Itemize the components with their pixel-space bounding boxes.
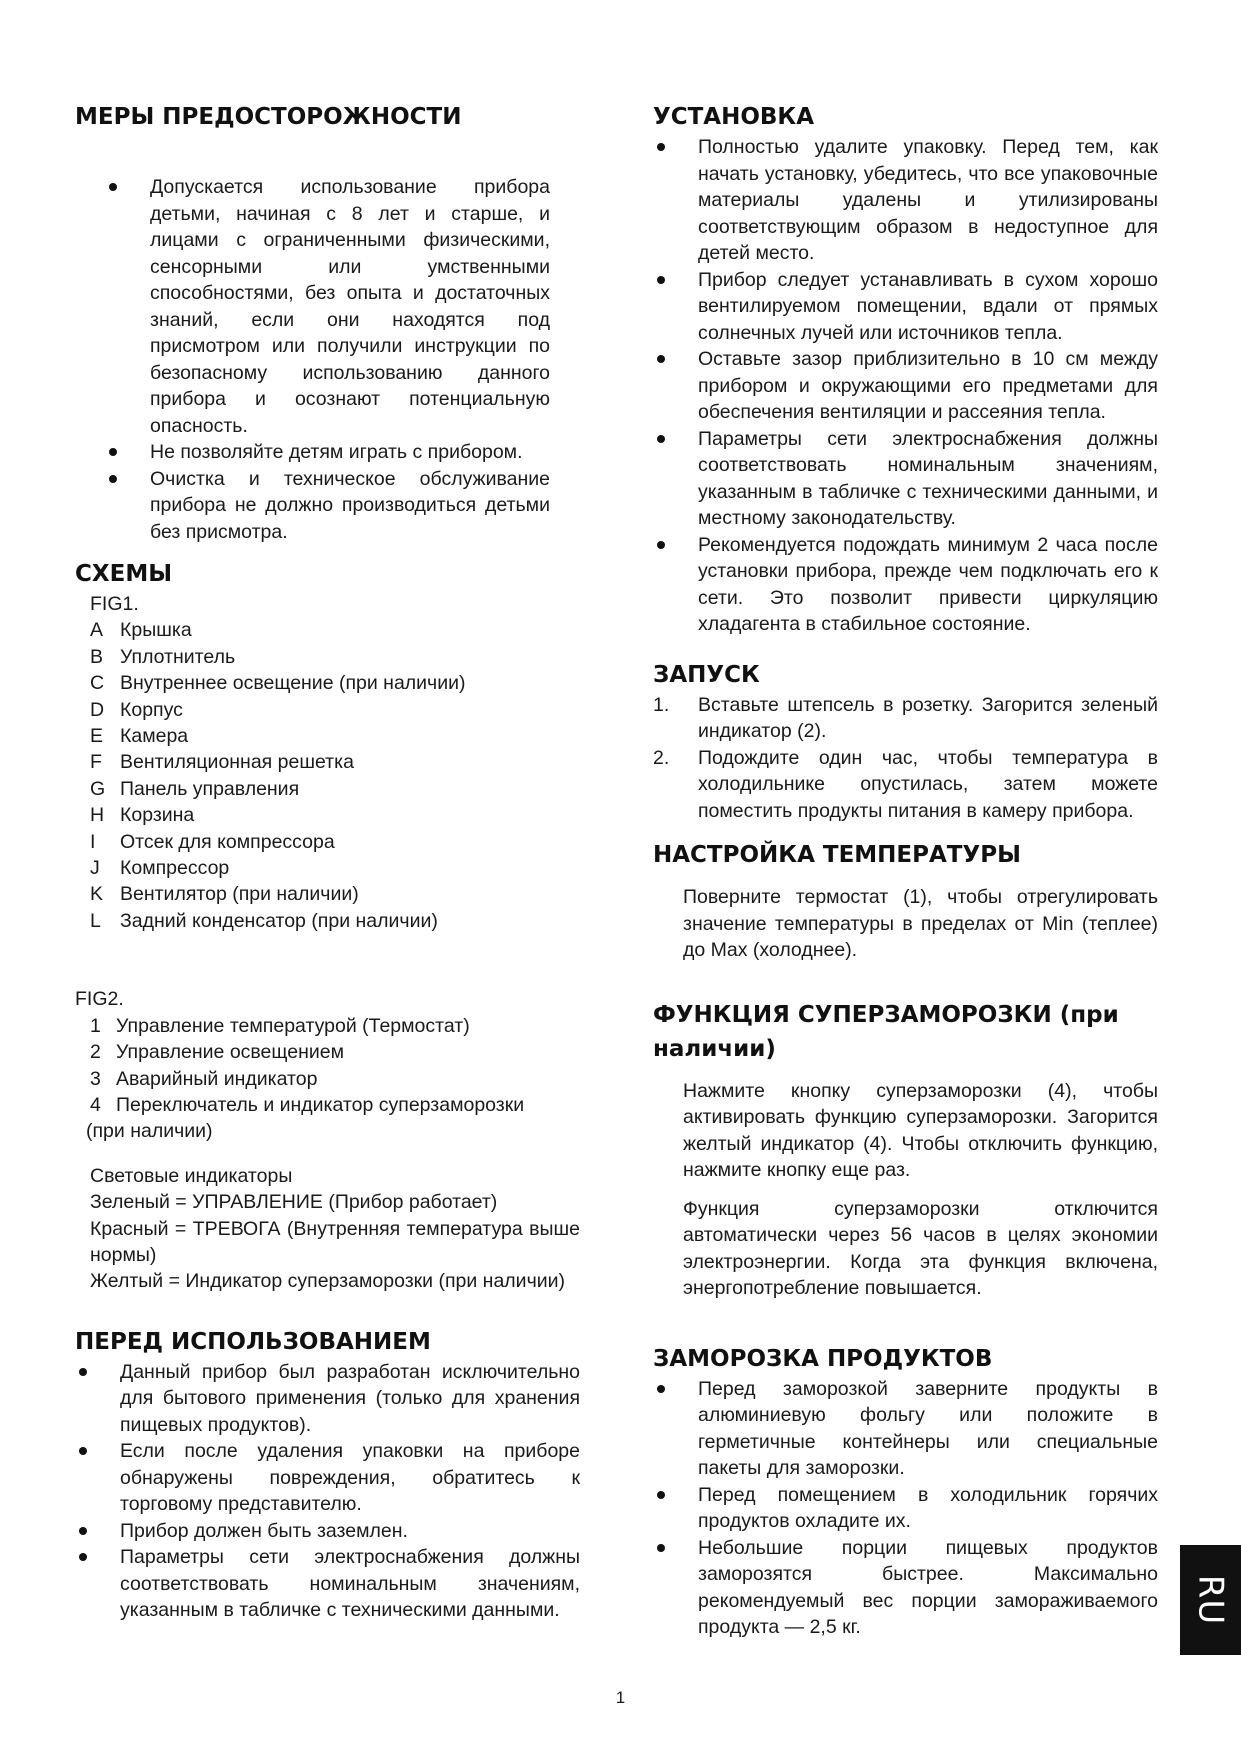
bullet-icon [79,1553,87,1561]
legend-row: J Компрессор [90,857,230,880]
list-item: Перед помещением в холодильник горячих продуктов охладите их. [653,1482,1158,1535]
page-number: 1 [615,1688,626,1707]
list-item: Данный прибор был разработан исключительно для бытового применения (только для хранения пищевых продуктов). [75,1359,580,1439]
list-item: Параметры сети электроснабжения должны соответствовать номинальным значениям, указанным в табличке с техническими данными, и местному законодательству. [653,426,1158,532]
legend-row: L Задний конденсатор (при наличии) [90,909,438,932]
list-item: Не позволяйте детям играть с прибором. [75,439,550,466]
bullet-icon [79,1447,87,1455]
precautions-heading: МЕРЫ ПРЕДОСТОРОЖНОСТИ [75,104,462,130]
bullet-icon [109,448,117,456]
bullet-icon [109,475,117,483]
precautions-list [75,174,585,545]
fig1-legend [75,591,585,934]
list-item: Перед заморозкой заверните продукты в алюминиевую фольгу или положите в герметичные контейнеры или специальные пакеты для заморозки. [653,1376,1158,1482]
before-use-heading: ПЕРЕД ИСПОЛЬЗОВАНИЕМ [75,1328,431,1355]
installation-list [653,134,1158,638]
list-item: Рекомендуется подождать минимум 2 часа после установки прибора, прежде чем подключать его к сети. Это позволит привести циркуляцию хладагента в стабильное состояние. [653,532,1158,638]
bullet-icon [657,541,665,549]
list-item: Полностью удалите упаковку. Перед тем, как начать установку, убедитесь, что все упаковочные материалы удалены и утилизированы соответствующим образом в недоступное для детей место. [653,134,1158,267]
lights-red: Красный = ТРЕВОГА (Внутренняя температура выше нормы) [90,1217,580,1266]
freezing-heading: ЗАМОРОЗКА ПРОДУКТОВ [653,1345,993,1372]
list-item: Допускается использование прибора детьми, начиная с 8 лет и старше, и лицами с ограниченными физическими, сенсорными или умственными способностями, без опыта и достаточных знаний, если они находятся под присмотром или получили инструкции по безопасному использованию данного прибора и осознают потенциальную опасность. [75,174,550,439]
list-item: Небольшие порции пищевых продуктов заморозятся быстрее. Максимально рекомендуемый вес порции замораживаемого продукта — 2,5 кг. [653,1535,1158,1641]
legend-row: 1 Управление температурой (Термостат) [90,1014,470,1037]
freezing-list [653,1376,1158,1641]
list-item: Параметры сети электроснабжения должны соответствовать номинальным значениям, указанным в табличке с техническими данными. [75,1544,580,1624]
legend-row: B Уплотнитель [90,645,236,668]
bullet-icon [657,355,665,363]
bullet-icon [657,1544,665,1552]
fig2-legend [75,1013,585,1145]
before-use-list [75,1359,585,1624]
bullet-icon [657,143,665,151]
superfreeze-text-2: Функция суперзаморозки отключится автоматически через 56 часов в целях экономии электроэнергии. Когда эта функция включена, энергопотребление повышается. [683,1197,1158,1299]
list-item: Прибор должен быть заземлен. [75,1518,580,1545]
left-column [75,100,585,1624]
temperature-heading: НАСТРОЙКА ТЕМПЕРАТУРЫ [653,842,1021,868]
installation-heading: УСТАНОВКА [653,104,815,130]
lights-green: Зеленый = УПРАВЛЕНИЕ (Прибор работает) [90,1191,498,1214]
legend-row: 4 Переключатель и индикатор суперзаморозки [90,1093,525,1116]
bullet-icon [79,1368,87,1376]
bullet-icon [657,276,665,284]
list-item: 2. Подождите один час, чтобы температура в холодильнике опустилась, затем можете поместить продукты питания в камеру прибора. [653,746,1158,822]
bullet-icon [657,435,665,443]
legend-row: H Корзина [90,804,195,827]
bullet-icon [657,1491,665,1499]
bullet-icon [109,183,117,191]
right-column [653,100,1158,1641]
legend-row: 2 Управление освещением [90,1041,344,1064]
list-item: Очистка и техническое обслуживание прибора не должно производиться детьми без присмотра. [75,466,550,546]
list-item: Прибор следует устанавливать в сухом хорошо вентилируемом помещении, вдали от прямых солнечных лучей или источников тепла. [653,267,1158,347]
temperature-text: Поверните термостат (1), чтобы отрегулировать значение температуры в пределах от Min (теплее) до Max (холоднее). [683,886,1158,961]
legend-row: E Камера [90,725,189,748]
startup-list [653,692,1158,825]
legend-row: D Корпус [90,698,183,721]
list-item: 1. Вставьте штепсель в розетку. Загорится зеленый индикатор (2). [653,693,1158,742]
fig2-label: FIG2. [75,988,124,1011]
bullet-icon [657,1385,665,1393]
legend-row: G Панель управления [90,777,300,800]
schemes-heading: СХЕМЫ [75,561,173,587]
list-item: Если после удаления упаковки на приборе обнаружены повреждения, обратитесь к торговому представителю. [75,1438,580,1518]
language-tab: RU [1180,1545,1241,1655]
legend-row: A Крышка [90,619,192,642]
startup-heading: ЗАПУСК [653,661,760,688]
legend-row: K Вентилятор (при наличии) [90,883,359,906]
lights-yellow: Желтый = Индикатор суперзаморозки (при наличии) [90,1270,566,1293]
superfreeze-heading: ФУНКЦИЯ СУПЕРЗАМОРОЗКИ (при наличии) [653,1001,1119,1062]
lights-heading: Световые индикаторы [90,1164,293,1187]
bullet-icon [79,1527,87,1535]
list-item: Оставьте зазор приблизительно в 10 см между прибором и окружающими его предметами для обеспечения вентиляции и рассеяния тепла. [653,346,1158,426]
legend-row: 3 Аварийный индикатор [90,1067,318,1090]
legend-row: I Отсек для компрессора [90,830,335,853]
legend-row: F Вентиляционная решетка [90,751,354,774]
fig1-label: FIG1. [90,593,139,615]
legend-row: C Внутреннее освещение (при наличии) [90,672,466,695]
legend-row-continuation: (при наличии) [86,1120,213,1143]
indicator-lights [75,1163,580,1295]
superfreeze-text-1: Нажмите кнопку суперзаморозки (4), чтобы активировать функцию суперзаморозки. Загорится желтый индикатор (4). Чтобы отключить функцию, нажмите кнопку еще раз. [683,1079,1158,1181]
